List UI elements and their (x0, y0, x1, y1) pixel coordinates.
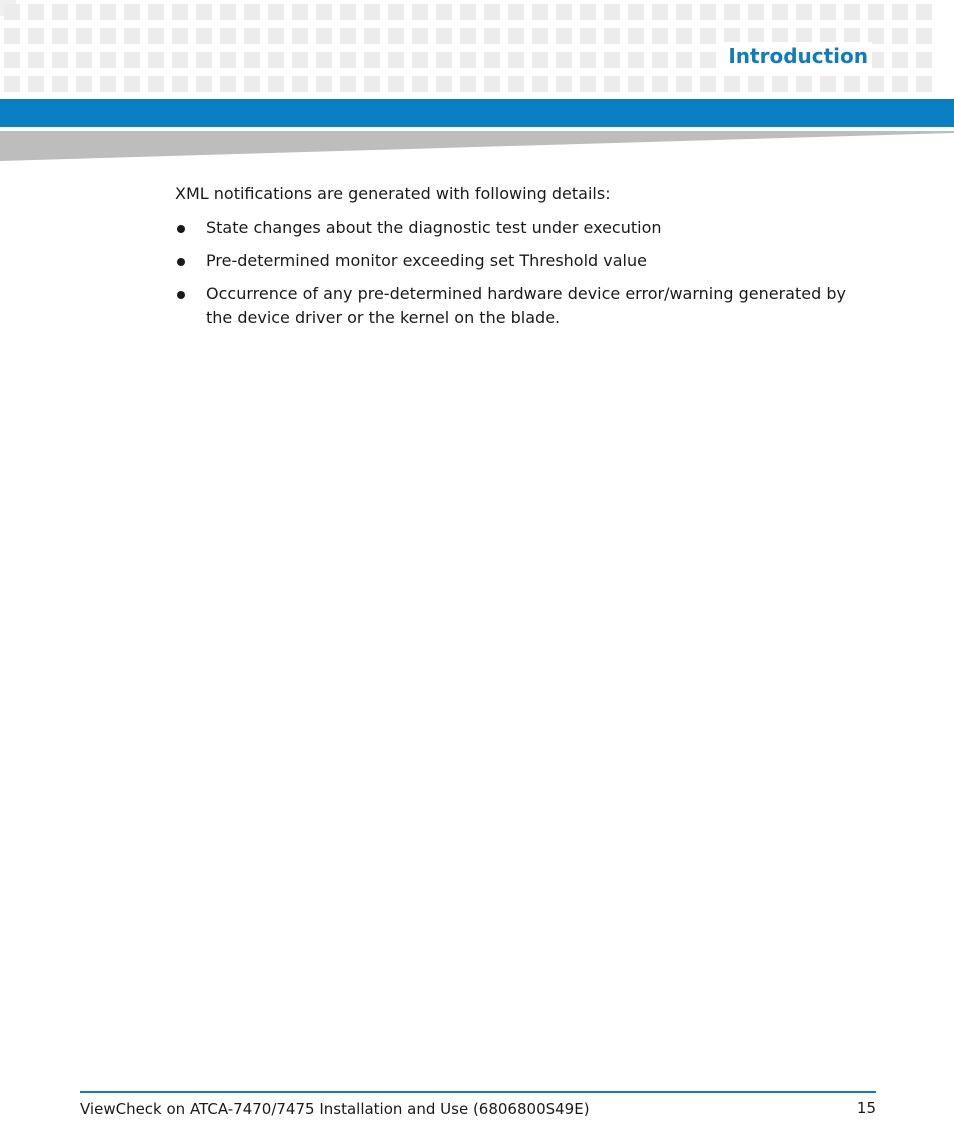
checker-square (52, 52, 68, 68)
page-number: 15 (856, 1099, 876, 1117)
checker-square (916, 52, 932, 68)
checker-square (916, 4, 932, 20)
checker-square (316, 52, 332, 68)
checker-square (460, 28, 476, 44)
intro-paragraph: XML notifications are generated with following details: (175, 184, 611, 203)
list-item (175, 282, 865, 330)
checker-square (796, 4, 812, 20)
checker-square (460, 76, 476, 92)
checker-square (532, 4, 548, 20)
checker-square (556, 52, 572, 68)
checker-square (484, 76, 500, 92)
checker-square (868, 76, 884, 92)
checker-square (268, 28, 284, 44)
checker-square (580, 76, 596, 92)
checker-square (28, 28, 44, 44)
checker-square (148, 76, 164, 92)
checker-square (412, 4, 428, 20)
checker-square (268, 76, 284, 92)
checker-square (436, 28, 452, 44)
checker-square (292, 28, 308, 44)
checker-square (172, 52, 188, 68)
checker-square (316, 4, 332, 20)
checker-square (604, 28, 620, 44)
checker-square (388, 76, 404, 92)
checker-square (436, 4, 452, 20)
checker-square (76, 4, 92, 20)
checker-square (52, 28, 68, 44)
checker-square (508, 52, 524, 68)
checker-square (532, 52, 548, 68)
checker-square (892, 28, 908, 44)
checker-square (28, 4, 44, 20)
checker-square (220, 52, 236, 68)
checker-square (268, 52, 284, 68)
checker-square (28, 76, 44, 92)
checker-square (484, 28, 500, 44)
checker-square (556, 76, 572, 92)
checker-square (148, 52, 164, 68)
footer-document-title: ViewCheck on ATCA-7470/7475 Installation and Use (6806800S49E) (80, 1100, 590, 1118)
checker-square (124, 76, 140, 92)
checker-square (340, 28, 356, 44)
checker-square (604, 76, 620, 92)
checker-square (460, 4, 476, 20)
notification-detail-list (175, 216, 865, 330)
chapter-title: Introduction (724, 42, 872, 70)
checker-square (628, 4, 644, 20)
checker-square (148, 28, 164, 44)
checker-square (364, 76, 380, 92)
checker-square (868, 4, 884, 20)
checker-square (244, 28, 260, 44)
checker-square (4, 28, 20, 44)
checker-square (460, 52, 476, 68)
checker-square (724, 76, 740, 92)
checker-square (580, 52, 596, 68)
checker-square (292, 76, 308, 92)
checker-square (820, 4, 836, 20)
checker-square (220, 28, 236, 44)
checker-square (316, 28, 332, 44)
checker-square (172, 76, 188, 92)
checker-square (436, 52, 452, 68)
checker-square (220, 4, 236, 20)
checker-square (724, 4, 740, 20)
checker-square (124, 28, 140, 44)
checker-square (844, 76, 860, 92)
checker-square (388, 28, 404, 44)
checker-square (268, 4, 284, 20)
checker-square (52, 76, 68, 92)
checker-square (484, 52, 500, 68)
checker-square (244, 52, 260, 68)
list-item (175, 249, 865, 273)
checker-square (412, 52, 428, 68)
list-item (175, 216, 865, 240)
checker-square (652, 28, 668, 44)
list-item-text: State changes about the diagnostic test under execution (206, 218, 662, 237)
checker-square (412, 76, 428, 92)
checker-square (100, 4, 116, 20)
list-item-text: Occurrence of any pre-determined hardware device error/warning generated by the device driver or the kernel on the blade. (206, 284, 846, 327)
header-blue-band (0, 99, 954, 127)
checker-square (556, 4, 572, 20)
checker-square (748, 76, 764, 92)
checker-square (820, 76, 836, 92)
checker-square (508, 4, 524, 20)
checker-square (196, 52, 212, 68)
checker-square (76, 28, 92, 44)
checker-square (484, 4, 500, 20)
checker-square (4, 4, 20, 20)
checker-square (676, 4, 692, 20)
checker-square (604, 52, 620, 68)
checker-square (676, 52, 692, 68)
checker-square (844, 4, 860, 20)
checker-square (364, 4, 380, 20)
checker-square (172, 4, 188, 20)
checker-square (916, 28, 932, 44)
checker-square (364, 28, 380, 44)
checker-square (916, 76, 932, 92)
checker-square (604, 4, 620, 20)
checker-square (652, 4, 668, 20)
bullet-dot-icon (177, 291, 185, 299)
checker-square (148, 4, 164, 20)
checker-square (700, 76, 716, 92)
checker-square (340, 76, 356, 92)
checker-square (172, 28, 188, 44)
checker-square (628, 52, 644, 68)
checker-square (124, 52, 140, 68)
checker-square (364, 52, 380, 68)
checker-square (796, 76, 812, 92)
checker-square (100, 76, 116, 92)
checker-square (100, 28, 116, 44)
checker-square (772, 4, 788, 20)
checker-square (244, 4, 260, 20)
checker-square (700, 4, 716, 20)
checker-square (628, 28, 644, 44)
checker-square (76, 52, 92, 68)
checker-square (196, 4, 212, 20)
bullet-dot-icon (177, 258, 185, 266)
checker-square (388, 52, 404, 68)
checker-square (532, 28, 548, 44)
checker-square (292, 4, 308, 20)
checker-square (772, 76, 788, 92)
checker-square (892, 52, 908, 68)
checker-square (748, 4, 764, 20)
checker-square (4, 52, 20, 68)
checker-square (196, 28, 212, 44)
checker-square (292, 52, 308, 68)
checker-square (436, 76, 452, 92)
checker-square (220, 76, 236, 92)
checker-square (76, 76, 92, 92)
checker-square (892, 76, 908, 92)
checker-square (676, 76, 692, 92)
main-content (175, 182, 865, 339)
footer-rule (80, 1091, 876, 1093)
checker-square (532, 76, 548, 92)
checker-square (652, 76, 668, 92)
checker-square (340, 52, 356, 68)
checker-square (580, 4, 596, 20)
checker-square (196, 76, 212, 92)
checker-square (508, 28, 524, 44)
checker-square (628, 76, 644, 92)
checker-square (244, 76, 260, 92)
list-item-text: Pre-determined monitor exceeding set Threshold value (206, 251, 647, 270)
header-grey-wedge (0, 131, 954, 163)
checker-square (700, 52, 716, 68)
checker-square (340, 4, 356, 20)
checker-square (28, 52, 44, 68)
checker-square (892, 4, 908, 20)
checker-square (508, 76, 524, 92)
checker-square (556, 28, 572, 44)
checker-square (700, 28, 716, 44)
checker-square (580, 28, 596, 44)
checker-square (388, 4, 404, 20)
checker-square (676, 28, 692, 44)
checker-square (124, 4, 140, 20)
bullet-dot-icon (177, 225, 185, 233)
checker-square (652, 52, 668, 68)
checker-square (412, 28, 428, 44)
checker-square (100, 52, 116, 68)
checker-square (4, 76, 20, 92)
checker-square (52, 4, 68, 20)
checker-square (316, 76, 332, 92)
